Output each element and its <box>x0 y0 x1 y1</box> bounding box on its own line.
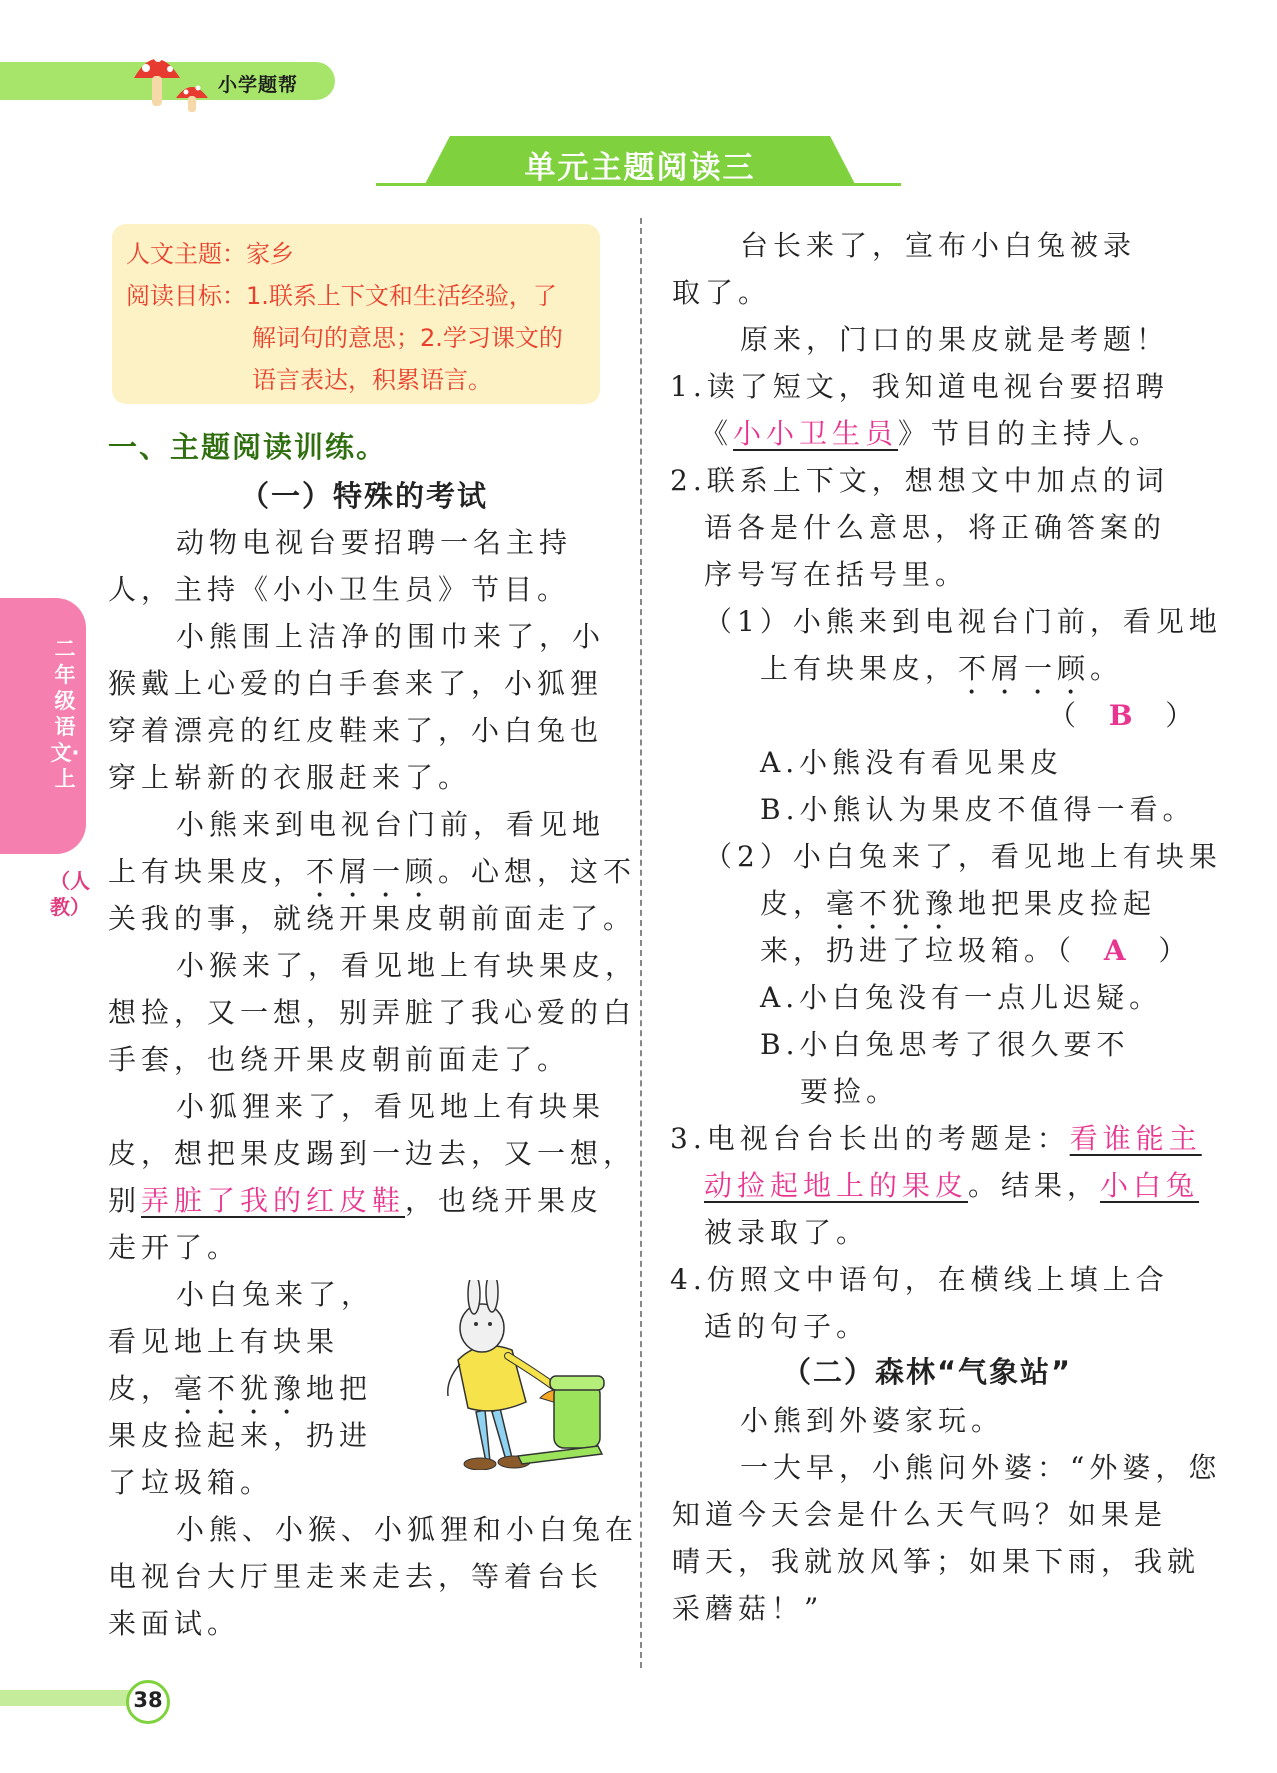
text-line: 皮，毫不犹豫地把 <box>108 1372 373 1405</box>
answer-choice: B <box>1108 699 1138 732</box>
dotted-phrase: 不屑一顾 <box>306 855 439 888</box>
text-line: 台长来了，宣布小白兔被录 <box>740 229 1137 262</box>
text-line: 果皮捡起来，扔进 <box>108 1419 373 1452</box>
option-b: B.小白兔思考了很久要不 <box>760 1028 1130 1061</box>
objective-goal-2: 解词句的意思；2.学习课文的 <box>252 324 563 352</box>
answer-text: 小小卫生员 <box>733 417 899 450</box>
objective-theme: 人文主题：家乡 <box>126 240 294 268</box>
objective-goal-1: 阅读目标：1.联系上下文和生活经验，了 <box>126 282 557 310</box>
text-line: 来面试。 <box>108 1607 241 1640</box>
text-line: 小狐狸来了，看见地上有块果 <box>176 1090 606 1123</box>
dotted-phrase: 毫不犹豫 <box>174 1372 307 1405</box>
text-line: 上有块果皮，不屑一顾。心想，这不 <box>108 855 637 888</box>
text-line: 手套，也绕开果皮朝前面走了。 <box>108 1043 571 1076</box>
text-line: 一大早，小熊问外婆：“外婆，您 <box>740 1451 1222 1484</box>
text-line: 序号写在括号里。 <box>704 558 969 591</box>
text-line: 动物电视台要招聘一名主持 <box>176 526 573 559</box>
column-divider <box>640 218 642 1668</box>
question-2: 2.联系上下文，想想文中加点的词 <box>670 464 1169 497</box>
text-line: 猴戴上心爱的白手套来了，小狐狸 <box>108 667 604 700</box>
text-line: 晴天，我就放风筝；如果下雨，我就 <box>672 1545 1201 1578</box>
option-a: A.小白兔没有一点儿迟疑。 <box>760 981 1163 1014</box>
question-2-2: （2）小白兔来了，看见地上有块果 <box>704 840 1222 873</box>
brand-label: 小学题帮 <box>218 74 299 96</box>
text-line: 皮，想把果皮踢到一边去，又一想， <box>108 1137 637 1170</box>
text-line: 《小小卫生员》节目的主持人。 <box>700 417 1163 450</box>
answer-text: 小白兔 <box>1100 1169 1200 1202</box>
text-line: 小熊到外婆家玩。 <box>740 1404 1005 1437</box>
dotted-phrase: 毫不犹豫 <box>826 887 959 920</box>
answer-text: 弄脏了我的红皮鞋 <box>141 1184 406 1217</box>
side-tab-grade: 二年级语文·上 <box>50 637 80 791</box>
text-line: 别弄脏了我的红皮鞋，也绕开果皮 <box>108 1184 604 1217</box>
footer-bar <box>0 1690 136 1706</box>
section-heading: 一、主题阅读训练。 <box>108 430 388 464</box>
text-line: 关我的事，就绕开果皮朝前面走了。 <box>108 902 637 935</box>
rabbit-trash-illustration <box>390 1280 610 1470</box>
question-3: 3.电视台台长出的考题是：看谁能主 <box>670 1122 1202 1155</box>
question-2-1: （1）小熊来到电视台门前，看见地 <box>704 605 1222 638</box>
text-line: 小猴来了，看见地上有块果皮， <box>176 949 639 982</box>
text-line: 知道今天会是什么天气吗？如果是 <box>672 1498 1168 1531</box>
passage2-title: （二）森林“气象站” <box>782 1355 1073 1389</box>
text-line: 小熊围上洁净的围巾来了，小 <box>176 620 606 653</box>
text-line: 要捡。 <box>800 1075 900 1108</box>
text-line: 穿上崭新的衣服赶来了。 <box>108 761 472 794</box>
option-b: B.小熊认为果皮不值得一看。 <box>760 793 1196 826</box>
text-line: 电视台大厅里走来走去，等着台长 <box>108 1560 604 1593</box>
text-line: 小白兔来了， <box>176 1278 375 1311</box>
text-line: 小熊、小猴、小狐狸和小白兔在 <box>176 1513 639 1546</box>
text-line: 穿着漂亮的红皮鞋来了，小白兔也 <box>108 714 604 747</box>
answer-choice: A <box>1103 934 1131 967</box>
option-a: A.小熊没有看见果皮 <box>760 746 1064 779</box>
text-line: 了垃圾箱。 <box>108 1466 274 1499</box>
text-line: 小熊来到电视台门前，看见地 <box>176 808 606 841</box>
objective-goal-3: 语言表达，积累语言。 <box>252 366 492 394</box>
text-line: 皮，毫不犹豫地把果皮捡起 <box>760 887 1157 920</box>
text-line: 取了。 <box>672 276 772 309</box>
text-line: 来，扔进了垃圾箱。（ A ） <box>760 934 1192 967</box>
text-line: 人，主持《小小卫生员》节目。 <box>108 573 571 606</box>
answer-bracket: （ B ） <box>1048 699 1199 732</box>
text-line: 适的句子。 <box>704 1310 870 1343</box>
question-4: 4.仿照文中语句，在横线上填上合 <box>670 1263 1169 1296</box>
text-line: 上有块果皮，不屑一顾。 <box>760 652 1124 685</box>
dotted-phrase: 不屑一顾 <box>958 652 1091 685</box>
question-1: 1.读了短文，我知道电视台要招聘 <box>670 370 1169 403</box>
text-line: 原来，门口的果皮就是考题！ <box>740 323 1170 356</box>
answer-text: 看谁能主 <box>1069 1122 1202 1155</box>
text-line: 采蘑菇！” <box>672 1592 824 1625</box>
mushroom-logo-icon <box>128 42 220 114</box>
side-tab-edition: （人教） <box>50 869 90 919</box>
passage1-title: （一）特殊的考试 <box>240 479 489 513</box>
text-line: 语各是什么意思，将正确答案的 <box>704 511 1167 544</box>
page-number: 38 <box>133 1688 163 1712</box>
text-line: 走开了。 <box>108 1231 241 1264</box>
text-line: 动捡起地上的果皮。结果，小白兔 <box>704 1169 1200 1202</box>
answer-text: 动捡起地上的果皮 <box>704 1169 969 1202</box>
text-line: 想捡，又一想，别弄脏了我心爱的白 <box>108 996 637 1029</box>
text-line: 看见地上有块果 <box>108 1325 340 1358</box>
page-title: 单元主题阅读三 <box>524 150 756 186</box>
text-line: 被录取了。 <box>704 1216 870 1249</box>
